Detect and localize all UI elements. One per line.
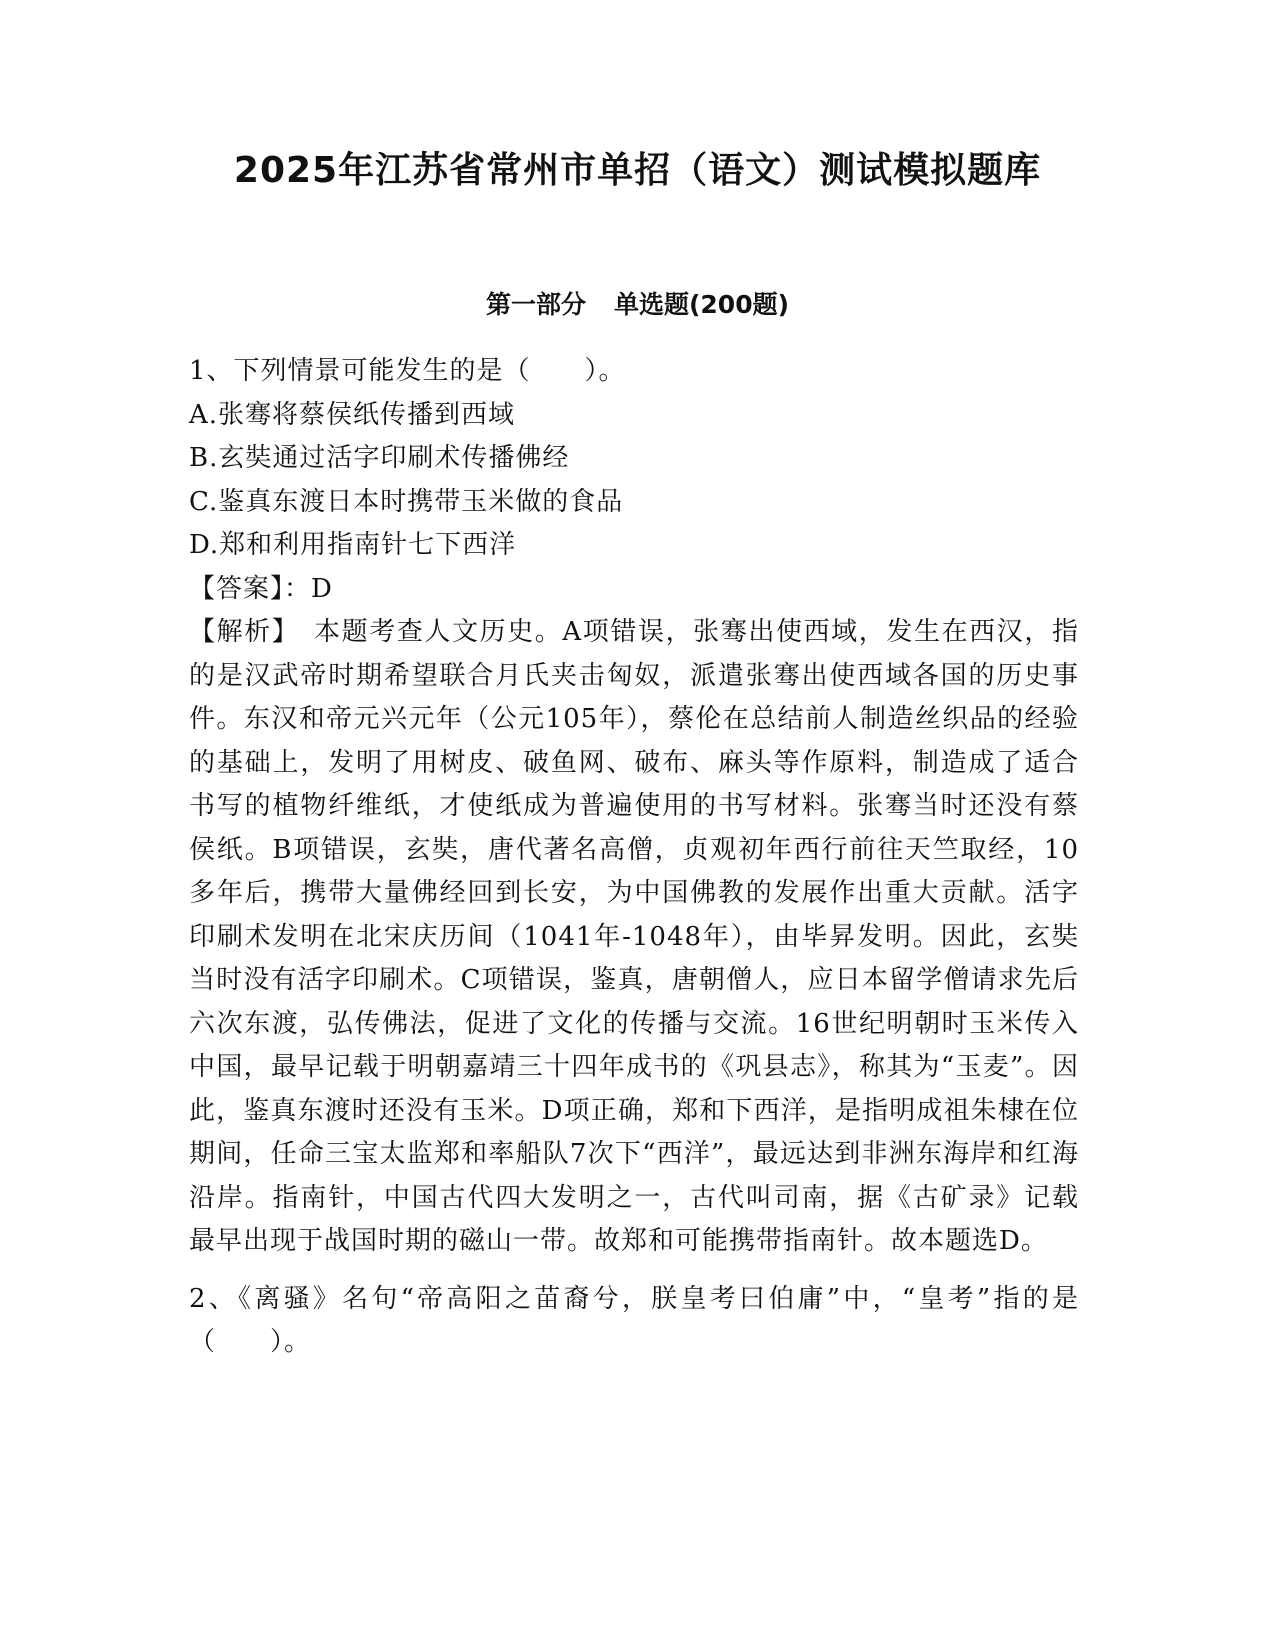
- analysis-text: 本题考查人文历史。A项错误，张骞出使西域，发生在西汉，指的是汉武帝时期希望联合月氏夹击匈奴，派遣张骞出使西域各国的历史事件。东汉和帝元兴元年（公元105年），蔡伦在总结前人制造丝织品的经验的基础上，发明了用树皮、破鱼网、破布、麻头等作原料，制造成了适合书写的植物纤维纸，才使纸成为普遍使用的书写材料。张骞当时还没有蔡侯纸。B项错误，玄奘，唐代著名高僧，贞观初年西行前往天竺取经，10多年后，携带大量佛经回到长安，为中国佛教的发展作出重大贡献。活字印刷术发明在北宋庆历间（1041年-1048年），由毕昇发明。因此，玄奘当时没有活字印刷术。C项错误，鉴真，唐朝僧人，应日本留学僧请求先后六次东渡，弘传佛法，促进了文化的传播与交流。16世纪明朝时玉米传入中国，最早记载于明朝嘉靖三十四年成书的《巩县志》，称其为“玉麦”。因此，鉴真东渡时还没有玉米。D项正确，郑和下西洋，是指明成祖朱棣在位期间，任命三宝太监郑和率船队7次下“西洋”，最远达到非洲东海岸和红海沿岸。指南针，中国古代四大发明之一，古代叫司南，据《古矿录》记载最早出现于战国时期的磁山一带。故郑和可能携带指南针。故本题选D。: [189, 617, 1079, 1256]
- question-list: [189, 350, 1079, 1365]
- answer-label: 【答案】：: [189, 573, 312, 604]
- answer-value: D: [311, 573, 333, 604]
- answer-row: [189, 568, 1079, 612]
- question-1: [189, 350, 1079, 1264]
- question-2: [189, 1278, 1079, 1365]
- document-title: 2025年江苏省常州市单招（语文）测试模拟题库: [233, 150, 1042, 191]
- section-part: 第一部分: [485, 290, 586, 319]
- section-name: 单选题(200题): [613, 290, 790, 319]
- option-a: A.张骞将蔡侯纸传播到西域: [189, 399, 516, 430]
- option-d: D.郑和利用指南针七下西洋: [189, 530, 517, 560]
- option-b: B.玄奘通过活字印刷术传播佛经: [189, 443, 570, 473]
- question-stem: 2、《离骚》名句“帝高阳之苗裔兮，朕皇考曰伯庸”中，“皇考”指的是（ ）。: [189, 1283, 1079, 1357]
- question-stem: 1、下列情景可能发生的是（ ）。: [189, 356, 626, 386]
- analysis-row: [189, 611, 1079, 1264]
- option-c: C.鉴真东渡日本时携带玉米做的食品: [189, 486, 624, 517]
- section-heading: [0, 288, 1275, 322]
- analysis-label: 【解析】: [189, 617, 287, 647]
